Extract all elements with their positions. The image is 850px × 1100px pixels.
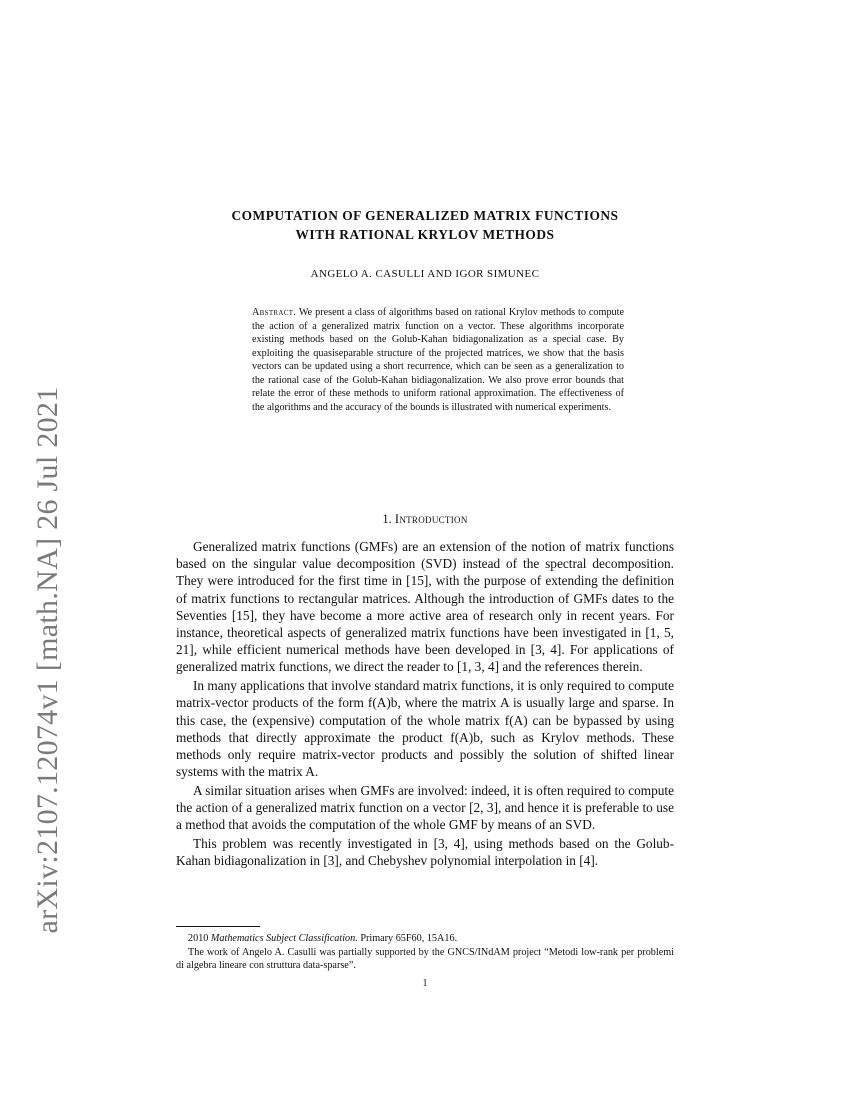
abstract-text: We present a class of algorithms based on rational Krylov methods to compute the action of a generalized matrix function on a vector. These algorithms incorporate existing methods based on the Golub-Kahan bidiagonalization as a special case. By exploiting the quasiseparable structure of the projected matrices, we show that the basis vectors can be updated using a short recurrence, which can be seen as a generalization to the rational case of the Golub-Kahan bidiagonalization. We also prove error bounds that relate the error of these methods to uniform rational approximation. The effectiveness of the algorithms and the accuracy of the bounds is illustrated with numerical experiments. (252, 307, 624, 413)
arxiv-identifier-stamp: arXiv:2107.12074v1 [math.NA] 26 Jul 2021 (31, 386, 64, 934)
section-heading (160, 512, 690, 527)
abstract (252, 306, 624, 414)
msc-year: 2010 (188, 933, 209, 944)
section-number: 1. (382, 512, 392, 526)
title-line-1: COMPUTATION OF GENERALIZED MATRIX FUNCTIONS (231, 208, 619, 223)
paragraph-3: A similar situation arises when GMFs are involved: indeed, it is often required to compute the action of a generalized matrix function on a vector [2, 3], and hence it is preferable to use a method that avoids the computation of the whole GMF by means of an SVD. (176, 783, 674, 833)
title-line-2: WITH RATIONAL KRYLOV METHODS (295, 227, 555, 242)
paragraph-4: This problem was recently investigated in [3, 4], using methods based on the Golub-Kahan bidiagonalization in [3], and Chebyshev polynomial interpolation in [4]. (176, 836, 674, 869)
footnotes (176, 932, 674, 973)
paper-title (160, 206, 690, 244)
funding-footnote: The work of Angelo A. Casulli was partially supported by the GNCS/INdAM project “Metodi low-rank per problemi di algebra lineare con struttura data-sparse”. (176, 946, 674, 971)
abstract-label: Abstract. (252, 307, 297, 318)
footnote-divider (176, 926, 260, 927)
page-number: 1 (422, 978, 428, 989)
paragraph-1: Generalized matrix functions (GMFs) are an extension of the notion of matrix functions based on the singular value decomposition (SVD) instead of the spectral decomposition. They were introduced for the first time in [15], with the purpose of extending the definition of matrix functions to rectangular matrices. Although the introduction of GMFs dates to the Seventies [15], they have become a more active area of research only in recent years. For instance, theoretical aspects of generalized matrix functions have been investigated in [1, 5, 21], while efficient numerical methods have been developed in [3, 4]. For applications of generalized matrix functions, we direct the reader to [1, 3, 4] and the references therein. (176, 539, 674, 675)
msc-codes: Primary 65F60, 15A16. (360, 933, 458, 944)
msc-footnote (176, 932, 674, 946)
section-title: Introduction (394, 512, 468, 526)
introduction-body (176, 538, 674, 871)
msc-label: Mathematics Subject Classification. (210, 933, 358, 944)
paper-authors: ANGELO A. CASULLI AND IGOR SIMUNEC (310, 268, 540, 280)
paragraph-2: In many applications that involve standard matrix functions, it is only required to compute matrix-vector products of the form f(A)b, where the matrix A is usually large and sparse. In this case, the (expensive) computation of the whole matrix f(A) can be bypassed by using methods that directly approximate the product f(A)b, such as Krylov methods. These methods only require matrix-vector products and possibly the solution of shifted linear systems with the matrix A. (176, 678, 674, 780)
